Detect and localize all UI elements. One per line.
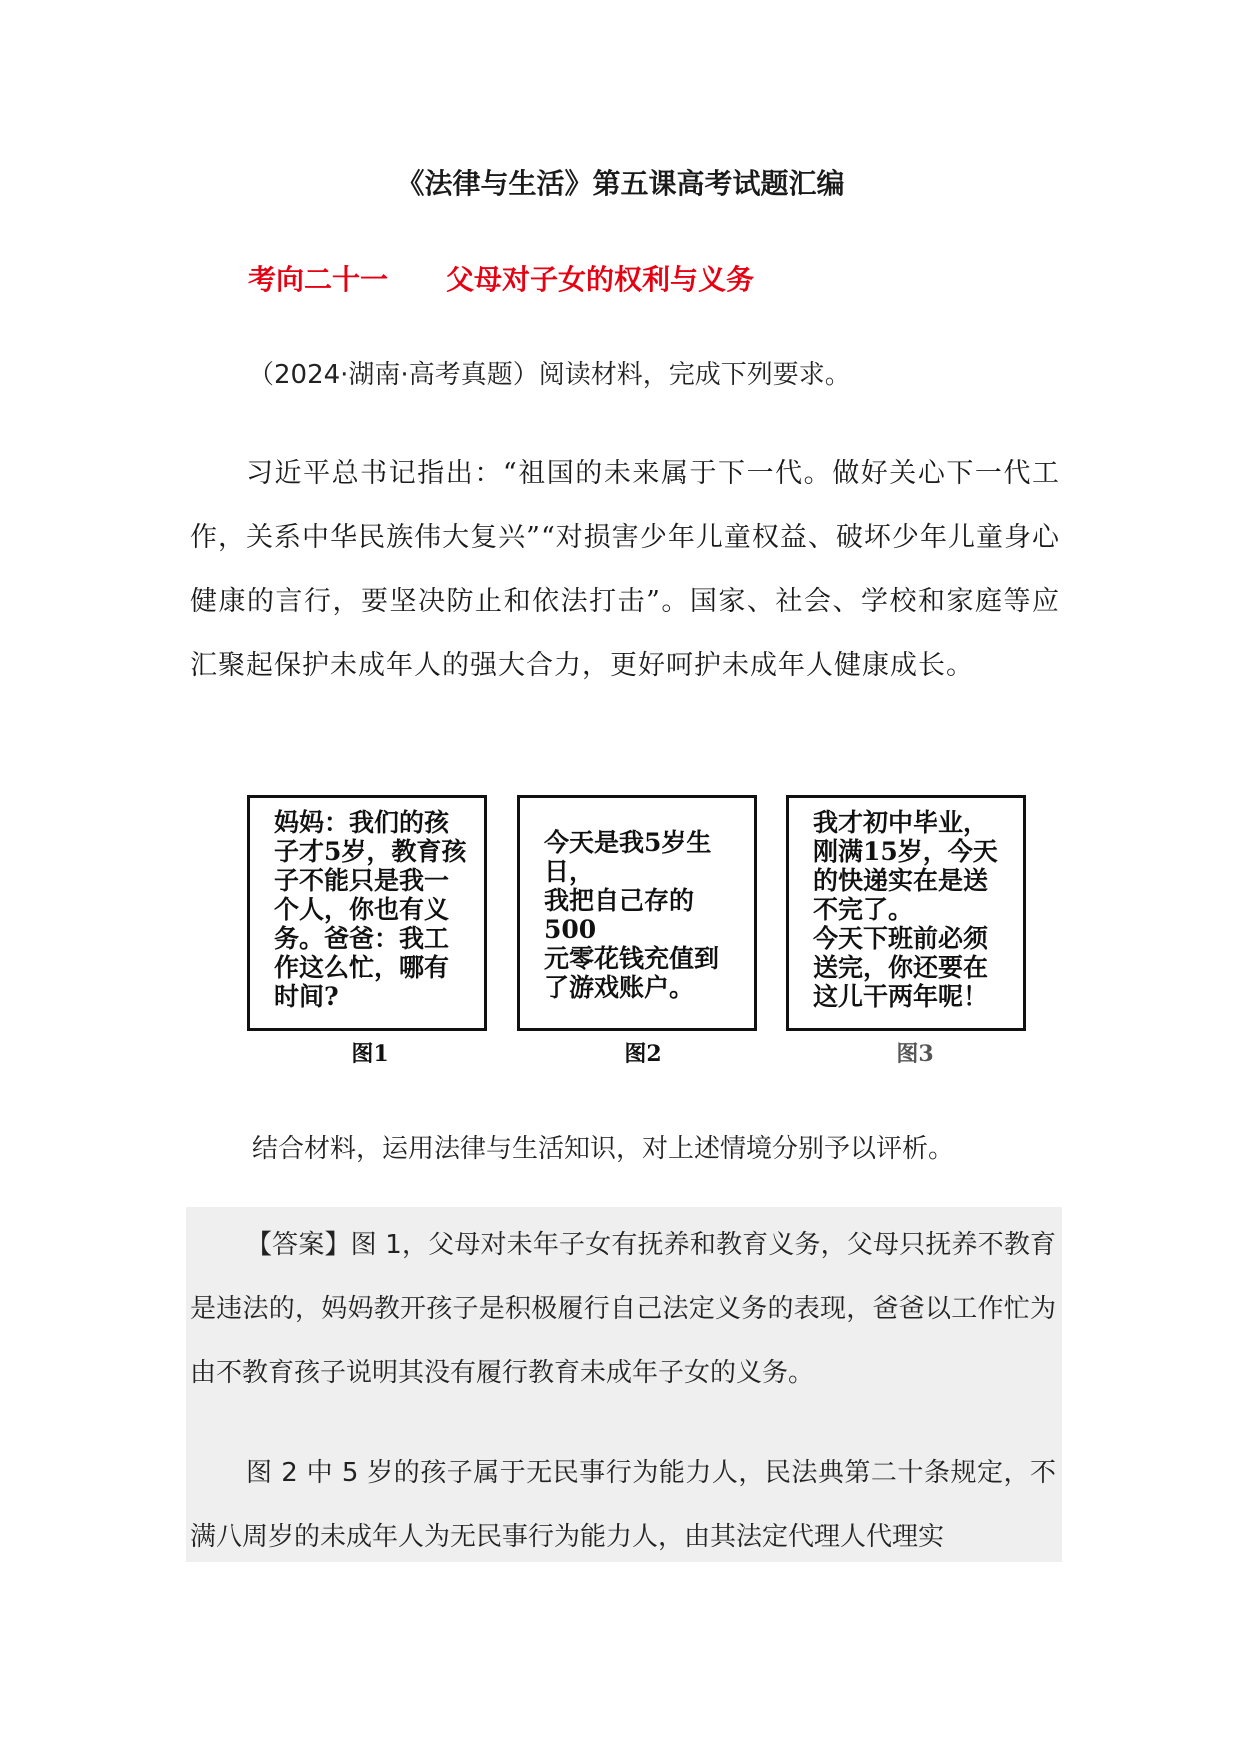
figure-2-caption: 图2 (624, 1041, 662, 1067)
section-heading (248, 258, 754, 298)
panel-line: 不完了。 (813, 895, 914, 924)
panel-line: 作这么忙，哪有 (274, 953, 450, 982)
material-paragraph: 习近平总书记指出：“祖国的未来属于下一代。做好关心下一代工作，关系中华民族伟大复兴”“对损害少年儿童权益、破坏少年儿童身心健康的言行，要坚决防止和依法打击”。国家、社会、学校和家庭等应汇聚起保护未成年人的强大合力，更好呵护未成年人健康成长。 (190, 458, 1060, 681)
answer-block (190, 1213, 1056, 1569)
page-title: 《法律与生活》第五课高考试题汇编 (396, 167, 845, 200)
answer-paragraph-1: 【答案】图 1，父母对未年子女有抚养和教育义务，父母只抚养不教育是违法的，妈妈教开孩子是积极履行自己法定义务的表现，爸爸以工作忙为由不教育孩子说明其没有履行教育未成年子女的义务。 (190, 1230, 1056, 1388)
panel-line: 妈妈：我们的孩 (274, 808, 450, 837)
figure-1-caption: 图1 (351, 1041, 389, 1067)
panel-line: 我把自己存的500 (544, 886, 695, 944)
panel-line: 个人，你也有义 (274, 895, 450, 924)
figure-1-panel (247, 795, 487, 1031)
panel-line: 我才初中毕业， (813, 808, 989, 837)
panel-line: 今天是我5岁生日， (544, 828, 712, 886)
panel-line: 元零花钱充值到 (544, 944, 720, 973)
panel-line: 时间? (274, 982, 339, 1011)
panel-line: 刚满15岁，今天 (813, 837, 998, 866)
panel-line: 今天下班前必须 (813, 924, 989, 953)
panel-line: 这儿干两年呢！ (813, 982, 989, 1011)
figure-3-caption: 图3 (896, 1041, 934, 1067)
panel-line: 子才5岁，教育孩 (274, 837, 467, 866)
question-source: （2024·湖南·高考真题）阅读材料，完成下列要求。 (248, 360, 851, 390)
figure-2-panel (517, 795, 757, 1031)
section-topic: 父母对子女的权利与义务 (446, 263, 755, 296)
section-label: 考向二十一 (248, 263, 389, 296)
panel-line: 送完，你还要在 (813, 953, 989, 982)
figure-3-panel (786, 795, 1026, 1031)
question-prompt: 结合材料，运用法律与生活知识，对上述情境分别予以评析。 (252, 1134, 955, 1164)
panel-line: 务。爸爸：我工 (274, 924, 450, 953)
answer-paragraph-2: 图 2 中 5 岁的孩子属于无民事行为能力人，民法典第二十条规定，不满八周岁的未成年人为无民事行为能力人，由其法定代理人代理实 (190, 1458, 1056, 1552)
panel-line: 子不能只是我一 (274, 866, 450, 895)
panel-line: 的快递实在是送 (813, 866, 989, 895)
panel-line: 了游戏账户。 (544, 973, 695, 1002)
